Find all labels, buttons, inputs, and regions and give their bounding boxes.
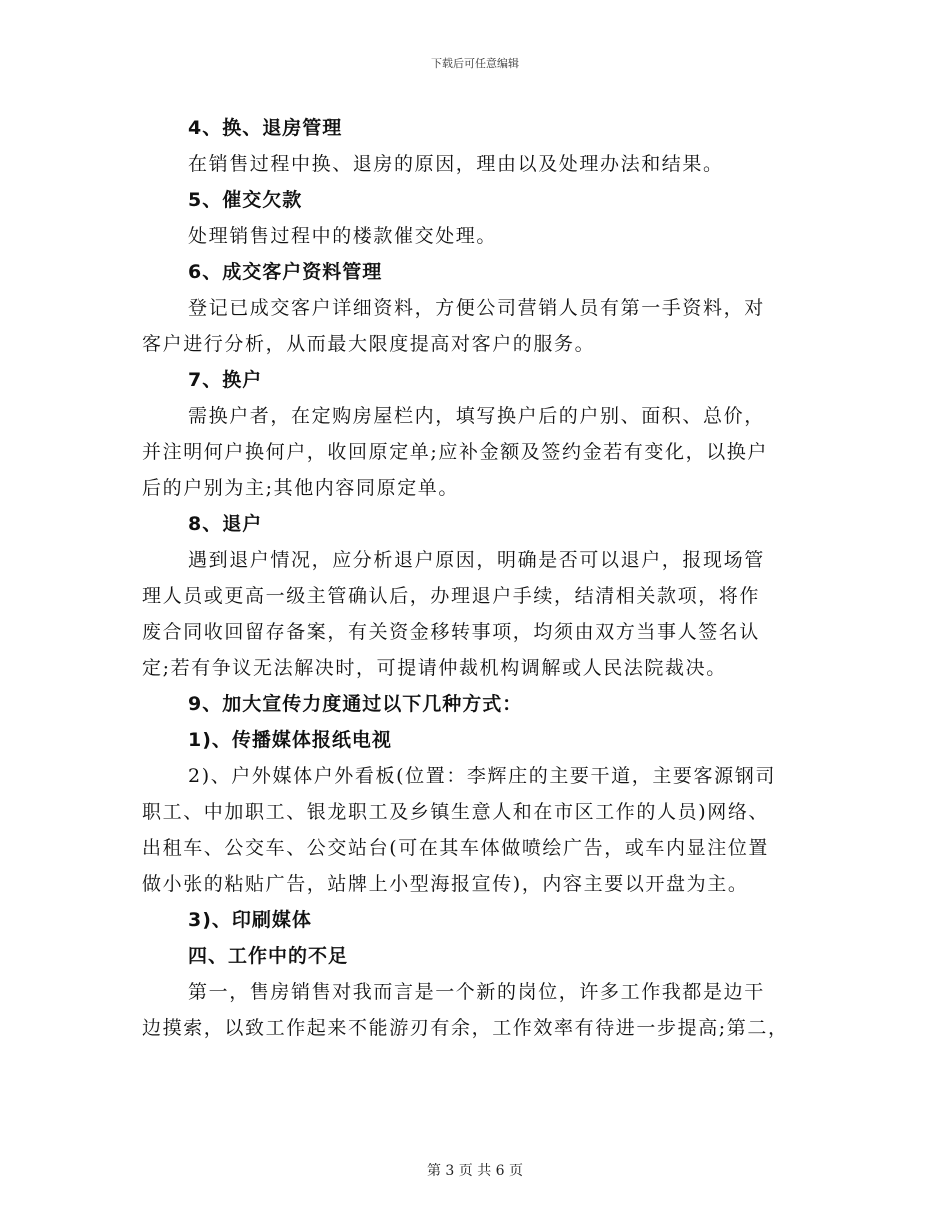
paragraph-line: 客户进行分析，从而最大限度提高对客户的服务。 xyxy=(142,333,596,355)
paragraph-line: 后的户别为主;其他内容同原定单。 xyxy=(142,477,460,499)
paragraph-line: 做小张的粘贴广告，站牌上小型海报宣传)，内容主要以开盘为主。 xyxy=(142,873,749,895)
section-heading-9: 9、加大宣传力度通过以下几种方式： xyxy=(188,693,523,715)
paragraph-line: 2)、户外媒体户外看板(位置：李辉庄的主要干道，主要客源钢司 xyxy=(188,765,776,787)
paragraph-line: 职工、中加职工、银龙职工及乡镇生意人和在市区工作的人员)网络、 xyxy=(142,801,770,823)
paragraph-line: 登记已成交客户详细资料，方便公司营销人员有第一手资料，对 xyxy=(188,297,765,319)
paragraph-line: 在销售过程中换、退房的原因，理由以及处理办法和结果。 xyxy=(188,153,724,175)
paragraph-line: 理人员或更高一级主管确认后，办理退户手续，结清相关款项，将作 xyxy=(142,585,761,607)
paragraph-line: 遇到退户情况，应分析退户原因，明确是否可以退户，报现场管 xyxy=(188,549,765,571)
paragraph-4 xyxy=(142,146,812,182)
paragraph-7 xyxy=(142,398,812,506)
paragraph-8 xyxy=(142,542,812,686)
paragraph-line: 边摸索，以致工作起来不能游刃有余，工作效率有待进一步提高;第二， xyxy=(142,1017,789,1039)
paragraph-line: 并注明何户换何户，收回原定单;应补金额及签约金若有变化，以换户 xyxy=(142,441,769,463)
subheading-9-1: 1)、传播媒体报纸电视 xyxy=(188,729,392,751)
paragraph-four xyxy=(142,974,812,1046)
section-heading-four: 四、工作中的不足 xyxy=(188,945,349,967)
section-heading-6: 6、成交客户资料管理 xyxy=(188,261,383,283)
page-header: 下载后可任意编辑 xyxy=(431,57,519,70)
section-heading-8: 8、退户 xyxy=(188,513,263,535)
paragraph-6 xyxy=(142,290,812,362)
document-body xyxy=(142,110,812,1046)
paragraph-line: 需换户者，在定购房屋栏内，填写换户后的户别、面积、总价， xyxy=(188,405,765,427)
paragraph-5 xyxy=(142,218,812,254)
paragraph-line: 处理销售过程中的楼款催交处理。 xyxy=(188,225,498,247)
section-heading-5: 5、催交欠款 xyxy=(188,189,303,211)
page-footer: 第 3 页 共 6 页 xyxy=(426,1163,524,1179)
paragraph-line: 第一，售房销售对我而言是一个新的岗位，许多工作我都是边干 xyxy=(188,981,765,1003)
section-heading-7: 7、换户 xyxy=(188,369,263,391)
section-heading-4: 4、换、退房管理 xyxy=(188,117,343,139)
paragraph-line: 定;若有争议无法解决时，可提请仲裁机构调解或人民法院裁决。 xyxy=(142,657,727,679)
paragraph-line: 废合同收回留存备案，有关资金移转事项，均须由双方当事人签名认 xyxy=(142,621,761,643)
paragraph-line: 出租车、公交车、公交站台(可在其车体做喷绘广告，或车内显注位置 xyxy=(142,837,770,859)
paragraph-9-2 xyxy=(142,758,812,902)
subheading-9-3: 3)、印刷媒体 xyxy=(188,909,312,931)
